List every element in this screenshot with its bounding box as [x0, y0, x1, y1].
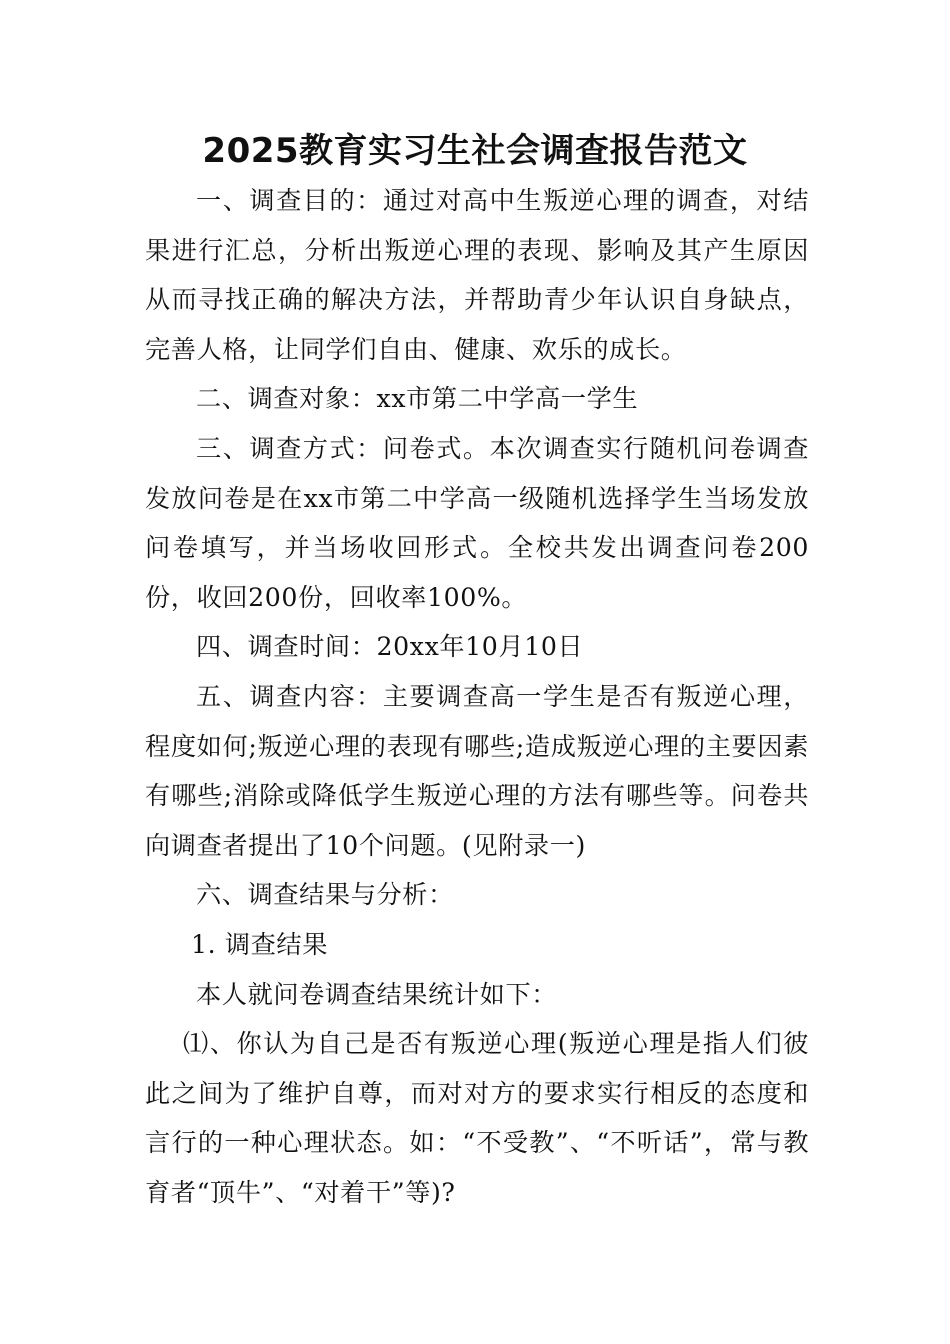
- paragraph-survey-purpose: 一、调查目的：通过对高中生叛逆心理的调查，对结果进行汇总，分析出叛逆心理的表现、影响及其产生原因从而寻找正确的解决方法，并帮助青少年认识自身缺点，完善人格，让同学们自由、健康、欢乐的成长。: [145, 186, 809, 364]
- paragraph-results-intro: 本人就问卷调查结果统计如下：: [196, 979, 558, 1009]
- paragraph-survey-method: 三、调查方式：问卷式。本次调查实行随机问卷调查发放问卷是在xx市第二中学高一级随机选择学生当场发放问卷填写，并当场收回形式。全校共发出调查问卷200份，收回200份，回收率100%。: [145, 433, 809, 612]
- document-body: [145, 176, 809, 1217]
- paragraph-results-subheading: 1. 调查结果: [191, 929, 328, 959]
- paragraph-survey-time: 四、调查时间：20xx年10月10日: [196, 632, 584, 662]
- document-title: 2025教育实习生社会调查报告范文: [202, 131, 748, 171]
- paragraph-question-1: ⑴、你认为自己是否有叛逆心理(叛逆心理是指人们彼此之间为了维护自尊，而对对方的要求实行相反的态度和言行的一种心理状态。如：“不受教”、“不听话”，常与教育者“顶牛”、“对着干”等)?: [145, 1029, 809, 1207]
- paragraph-survey-subject: 二、调查对象：xx市第二中学高一学生: [196, 384, 639, 414]
- paragraph-survey-content: 五、调查内容：主要调查高一学生是否有叛逆心理，程度如何;叛逆心理的表现有哪些;造成叛逆心理的主要因素有哪些;消除或降低学生叛逆心理的方法有哪些等。问卷共向调查者提出了10个问题。(见附录一): [145, 681, 809, 860]
- paragraph-results-heading: 六、调查结果与分析：: [196, 880, 454, 910]
